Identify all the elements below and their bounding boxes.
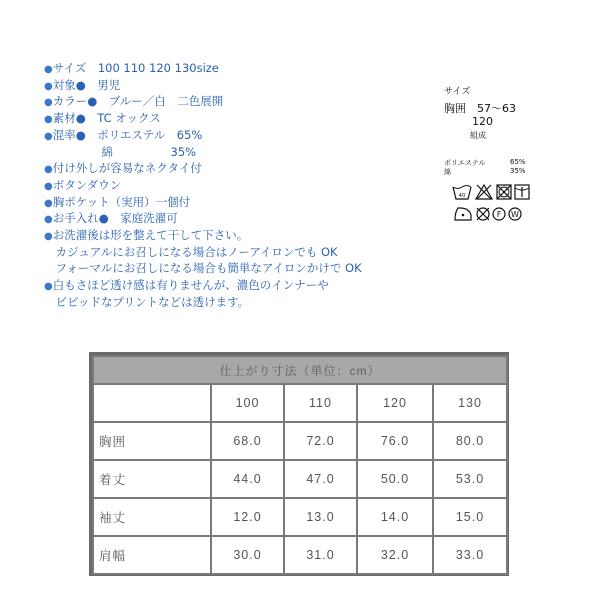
- table-row: [93, 460, 507, 498]
- bullet-icon: ●: [44, 164, 53, 176]
- bullet-icon: ●: [44, 97, 53, 109]
- spec-text: 付け外しが容易なネクタイ付: [52, 161, 202, 176]
- spec-line: [44, 127, 202, 145]
- wash-temp-label: 40: [458, 193, 466, 199]
- table-row: [93, 536, 507, 574]
- row-label: 肩幅: [93, 536, 211, 574]
- spec-line: [44, 210, 178, 228]
- wash-40-icon: [453, 186, 471, 200]
- size-table: [92, 355, 508, 575]
- tumble-dry-no-icon: [497, 185, 511, 199]
- measurement-cell: 13.0: [284, 498, 357, 536]
- spec-text: お洗濯後は形を整えて干して下さい。: [52, 228, 249, 242]
- bullet-icon: ●: [44, 80, 53, 92]
- tag-chest-line: 胸囲 57～63: [444, 102, 516, 115]
- spec-text: フォーマルにお召しになる場合も簡単なアイロンかけで OK: [44, 261, 362, 276]
- size-table-body: [93, 356, 507, 574]
- bullet-icon: ●: [44, 214, 53, 226]
- spec-line: [44, 294, 249, 310]
- size-column-header: 100: [211, 384, 284, 422]
- bullet-icon: ●: [44, 281, 53, 293]
- size-header-row: [93, 384, 507, 422]
- measurement-cell: 72.0: [284, 422, 357, 460]
- spec-line: [44, 244, 338, 260]
- measurement-cell: 31.0: [284, 536, 357, 574]
- spec-text: カジュアルにお召しになる場合はノーアイロンでも OK: [44, 244, 338, 259]
- spec-text: ビビッドなプリントなどは透けます。: [44, 294, 250, 309]
- measurement-cell: 12.0: [211, 498, 284, 536]
- spec-text: サイズ 100 110 120 130size: [52, 61, 219, 75]
- wet-clean-label: W: [511, 210, 519, 219]
- size-table-caption: 仕上がり寸法（単位：cm）: [93, 356, 507, 384]
- spec-text: お手入れ● 家庭洗濯可: [52, 211, 178, 226]
- spec-line: [44, 60, 219, 78]
- no-tumble-icon: [477, 208, 489, 220]
- spec-line: [44, 277, 329, 295]
- bullet-icon: ●: [44, 130, 53, 142]
- tag-poly-pct: 65%: [510, 158, 526, 166]
- bullet-icon: ●: [44, 114, 53, 126]
- spec-text: 白もさほど透け感は有りませんが、濃色のインナーや: [52, 278, 329, 293]
- bullet-icon: ●: [44, 231, 53, 242]
- spec-text: 素材● TC オックス: [52, 111, 161, 126]
- wet-clean-w-icon: [509, 208, 521, 220]
- bullet-icon: ●: [44, 64, 53, 75]
- tag-size-value: 120: [472, 115, 493, 128]
- tag-poly-name: ポリエステル: [444, 159, 486, 167]
- measurement-cell: 14.0: [357, 498, 433, 536]
- measurement-cell: 76.0: [357, 422, 433, 460]
- spec-text: 胸ポケット（実用）一個付: [52, 194, 191, 209]
- spec-line: [44, 110, 161, 128]
- bullet-icon: ●: [44, 197, 53, 209]
- tag-size-label: サイズ: [444, 87, 471, 97]
- measurement-cell: 53.0: [433, 460, 507, 498]
- measurement-cell: 47.0: [284, 460, 357, 498]
- size-column-header: 110: [284, 384, 357, 422]
- size-column-header: 120: [357, 384, 433, 422]
- tag-cotton-name: 綿: [444, 168, 451, 176]
- measurement-cell: 32.0: [357, 536, 433, 574]
- table-row: [93, 422, 507, 460]
- size-header-corner: [93, 384, 211, 422]
- tag-composition-label: 組成: [470, 131, 486, 140]
- table-row: [93, 498, 507, 536]
- spec-line: [44, 144, 196, 160]
- spec-line: [44, 93, 223, 111]
- spec-text: カラー● ブルー／白 二色展開: [52, 94, 224, 109]
- measurement-cell: 68.0: [211, 422, 284, 460]
- bullet-icon: ●: [44, 180, 53, 192]
- measurement-cell: 44.0: [211, 460, 284, 498]
- size-column-header: 130: [433, 384, 507, 422]
- measurement-cell: 15.0: [433, 498, 507, 536]
- care-label-tag: [440, 80, 548, 220]
- spec-line: [44, 194, 190, 212]
- tag-cotton-pct: 35%: [510, 167, 526, 175]
- spec-line: [44, 177, 121, 195]
- row-label: 胸囲: [93, 422, 211, 460]
- iron-low-icon: [455, 208, 471, 220]
- measurement-cell: 80.0: [433, 422, 507, 460]
- measurement-cell: 33.0: [433, 536, 507, 574]
- spec-text: 混率● ポリエステル 65%: [52, 127, 203, 142]
- measurement-cell: 50.0: [357, 460, 433, 498]
- dry-clean-label: F: [496, 210, 502, 219]
- spec-text: 綿 35%: [44, 144, 197, 159]
- measurement-cell: 30.0: [211, 536, 284, 574]
- row-label: 着丈: [93, 460, 211, 498]
- spec-text: 対象● 男児: [52, 77, 121, 92]
- dry-clean-f-icon: [493, 208, 505, 220]
- row-label: 袖丈: [93, 498, 211, 536]
- spec-line: [44, 260, 362, 276]
- spec-line: [44, 227, 248, 245]
- size-table-frame: [89, 352, 509, 576]
- spec-text: ボタンダウン: [52, 177, 122, 192]
- spec-line: [44, 77, 120, 95]
- care-symbols: [452, 184, 542, 224]
- line-dry-icon: [515, 185, 529, 199]
- no-bleach-icon: [476, 185, 492, 199]
- spec-line: [44, 160, 202, 178]
